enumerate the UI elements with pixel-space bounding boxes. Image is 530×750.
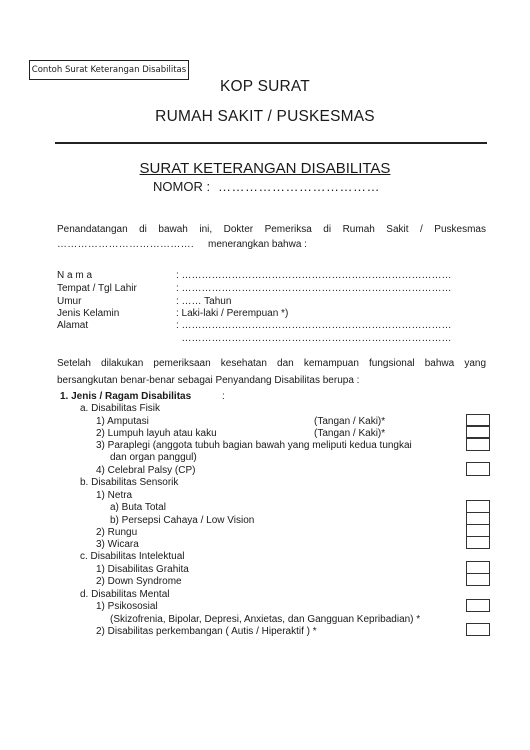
section-heading: 1. Jenis / Ragam Disabilitas [60,391,192,402]
field-label-alamat: Alamat [57,320,89,331]
checkbox-wicara[interactable] [466,536,490,549]
field-label-ttl: Tempat / Tgl Lahir [57,283,137,294]
category-b-title: b. Disabilitas Sensorik [80,477,179,488]
item-wicara: 3) Wicara [96,539,139,550]
field-value-umur[interactable]: : …… Tahun [176,296,232,307]
field-value-jenis-kelamin[interactable]: : Laki-laki / Perempuan *) [176,308,289,319]
statement-line-2: bersangkutan benar-benar sebagai Penyandang Disabilitas berupa : [57,375,360,386]
document-title: SURAT KETERANGAN DISABILITAS [139,160,391,177]
item-psikososial-detail: (Skizofrenia, Bipolar, Depresi, Anxietas, dan Gangguan Kepribadian) * [110,614,421,625]
item-lumpuh-option: (Tangan / Kaki)* [314,428,386,439]
item-low-vision: b) Persepsi Cahaya / Low Vision [110,515,255,526]
nomor-field[interactable]: ……………………………… [218,179,380,194]
item-down-syndrome: 2) Down Syndrome [96,576,182,587]
item-rungu: 2) Rungu [96,527,138,538]
checkbox-celebral-palsy[interactable] [466,462,490,476]
field-value-alamat-2[interactable]: ……………………………………………………………………… [176,333,452,344]
field-label-jenis-kelamin: Jenis Kelamin [57,308,120,319]
field-label-umur: Umur [57,296,82,307]
intro-line-1: Penandatangan di bawah ini, Dokter Pemeriksa di Rumah Sakit / Puskesmas [57,224,486,235]
hospital-name-field[interactable]: …………………………………. [57,239,194,250]
field-value-nama[interactable]: : ……………………………………………………………………… [176,270,452,281]
item-perkembangan: 2) Disabilitas perkembangan ( Autis / Hiperaktif ) * [96,626,317,637]
intro-line-2-end: menerangkan bahwa : [208,239,307,250]
checkbox-paraplegi[interactable] [466,438,490,451]
field-value-ttl[interactable]: : ……………………………………………………………………… [176,283,452,294]
category-a-title: a. Disabilitas Fisik [80,403,161,414]
field-value-alamat[interactable]: : ……………………………………………………………………… [176,320,452,331]
checkbox-amputasi[interactable] [466,414,490,426]
item-celebral-palsy: 4) Celebral Palsy (CP) [96,465,196,476]
statement-line-1: Setelah dilakukan pemeriksaan kesehatan dan kemampuan fungsional bahwa yang [57,358,486,369]
item-lumpuh: 2) Lumpuh layuh atau kaku [96,428,217,439]
category-d-title: d. Disabilitas Mental [80,589,170,600]
item-paraplegi: 3) Paraplegi (anggota tubuh bagian bawah yang meliputi kedua tungkai [96,440,412,451]
item-buta-total: a) Buta Total [110,502,166,513]
category-c-title: c. Disabilitas Intelektual [80,551,185,562]
checkbox-psikososial[interactable] [466,599,490,612]
checkbox-lumpuh[interactable] [466,426,490,438]
checkbox-perkembangan[interactable] [466,623,490,636]
checkbox-down-syndrome[interactable] [466,573,490,586]
item-amputasi: 1) Amputasi [96,416,149,427]
document-type-label: Contoh Surat Keterangan Disabilitas [29,60,189,80]
item-netra: 1) Netra [96,490,133,501]
item-grahita: 1) Disabilitas Grahita [96,564,189,575]
header-divider [55,142,487,144]
section-heading-colon: : [222,391,225,402]
letterhead-title: KOP SURAT [220,78,310,95]
item-psikososial: 1) Psikososial [96,601,158,612]
nomor-label: NOMOR : [153,179,211,194]
institution-name: RUMAH SAKIT / PUSKESMAS [155,108,375,125]
field-label-nama: N a m a [57,270,93,281]
item-paraplegi-cont: dan organ panggul) [110,452,197,463]
item-amputasi-option: (Tangan / Kaki)* [314,416,386,427]
